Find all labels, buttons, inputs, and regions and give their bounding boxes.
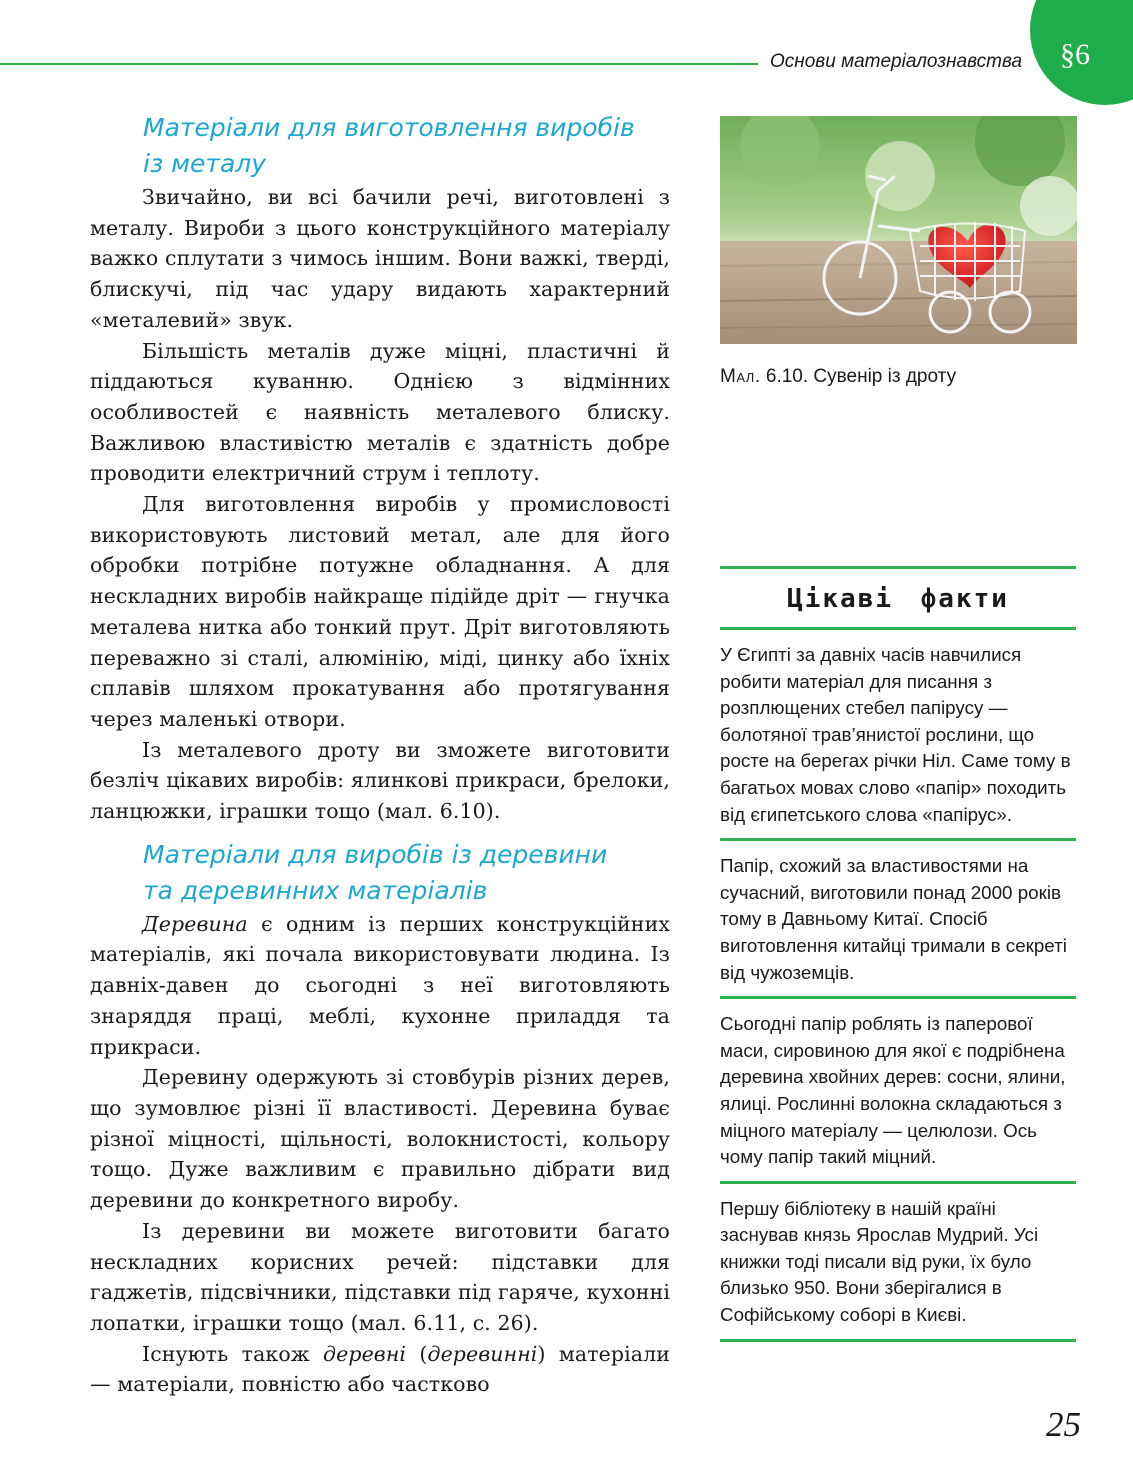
- paragraph-text: Існують також: [142, 1341, 324, 1366]
- header-rule: [0, 63, 758, 65]
- page-number: 25: [1046, 1405, 1081, 1444]
- wire-bicycle-photo: [720, 116, 1077, 344]
- paragraph: Деревину одержують зі стовбурів різних дерев, що зумовлює різні її властивості. Деревина буває різної міцності, щільності, волокнистості, кольору тощо. Дуже важливим є правильно дібрати вид деревини до конкретного виробу.: [90, 1065, 670, 1213]
- heading-line: Матеріали для виробів із деревини: [143, 839, 608, 869]
- paragraph: Із металевого дроту ви зможете виготовити безліч цікавих виробів: ялинкові прикраси, брелоки, ланцюжки, іграшки тощо (мал. 6.10).: [90, 737, 670, 824]
- paragraph-text: є одним із перших конструкційних матеріалів, які почала використовувати людина. Із давніх-давен до сьогодні з неї виготовляють знаряддя праці, меблі, кухонне приладдя та прикраси.: [90, 911, 670, 1059]
- divider: [720, 1339, 1076, 1342]
- term-italic: Деревина: [142, 911, 248, 936]
- heading-line: Матеріали для виготовлення виробів: [143, 113, 635, 142]
- section-heading-metal: [143, 110, 670, 182]
- fact-item: Сьогодні папір роблять із паперової маси, сировиною для якої є подрібнена деревина хвойних дерев: сосни, ялини, ялиці. Рослинні волокна складаються з міцного матеріалу — целюлози. Ось чому папір такий міцний.: [720, 1013, 1066, 1168]
- running-header-title: Основи матеріалознавства: [770, 51, 1023, 72]
- paragraph: [90, 1339, 670, 1400]
- term-italic: деревні: [323, 1341, 407, 1366]
- section-heading-wood: [143, 837, 670, 909]
- heading-line: та деревинних матеріалів: [143, 875, 488, 905]
- figure-caption: [720, 366, 956, 388]
- paragraph: Із деревини ви можете виготовити багато нескладних корисних речей: підставки для гаджетів, підсвічники, підставки під гаряче, кухонні лопатки, іграшки тощо (мал. 6.11, с. 26).: [90, 1218, 670, 1335]
- caption-label: Мал.: [720, 366, 761, 387]
- paragraph-text: ) матеріали — матеріали, повністю або частково: [90, 1341, 670, 1397]
- section-badge: [1030, 0, 1133, 105]
- section-number: §6: [1060, 38, 1090, 71]
- main-text-column: [90, 110, 670, 1400]
- facts-title: Цікаві факти: [787, 584, 1009, 614]
- paragraph: [90, 909, 670, 1063]
- heading-line: із металу: [143, 149, 267, 178]
- fact-item: Першу бібліотеку в нашій країні заснував князь Ярослав Мудрий. Усі книжки тоді писали від руки, їх було близько 950. Вони зберігалися в Софійському соборі в Києві.: [720, 1197, 1039, 1326]
- interesting-facts-box: [720, 566, 1076, 1342]
- term-italic: деревинні: [427, 1341, 538, 1366]
- fact-item: У Єгипті за давніх часів навчилися робити матеріал для писання з розплющених стебел папірусу — болотяної трав’янистої рослини, що росте на берегах річки Ніл. Саме тому в багатьох мовах слово «папір» походить від єгипетського слова «папірус».: [720, 644, 1071, 825]
- paragraph: Звичайно, ви всі бачили речі, виготовлені з металу. Вироби з цього конструкційного матеріалу важко сплутати з чимось іншим. Вони важкі, тверді, блискучі, під час удару видають характерний «металевий» звук.: [90, 185, 670, 332]
- caption-text: 6.10. Сувенір із дроту: [760, 366, 957, 387]
- paragraph: Для виготовлення виробів у промисловості використовують листовий метал, але для його обробки потрібне потужне обладнання. А для нескладних виробів найкраще підійде дріт — гнучка металева нитка або тонкий прут. Дріт виготовляють переважно зі сталі, алюмінію, міді, цинку або їхніх сплавів шляхом прокатування або протягування через маленькі отвори.: [90, 492, 670, 731]
- fact-item: Папір, схожий за властивостями на сучасний, виготовили понад 2000 років тому в Давньому Китаї. Спосіб виготовлення китайці тримали в секреті від чужоземців.: [720, 855, 1067, 983]
- paragraph: Більшість металів дуже міцні, пластичні й піддаються куванню. Однією з відмінних особливостей є наявність металевого блиску. Важливою властивістю металів є здатність добре проводити електричний струм і теплоту.: [90, 338, 670, 486]
- paragraph-text: (: [406, 1341, 428, 1366]
